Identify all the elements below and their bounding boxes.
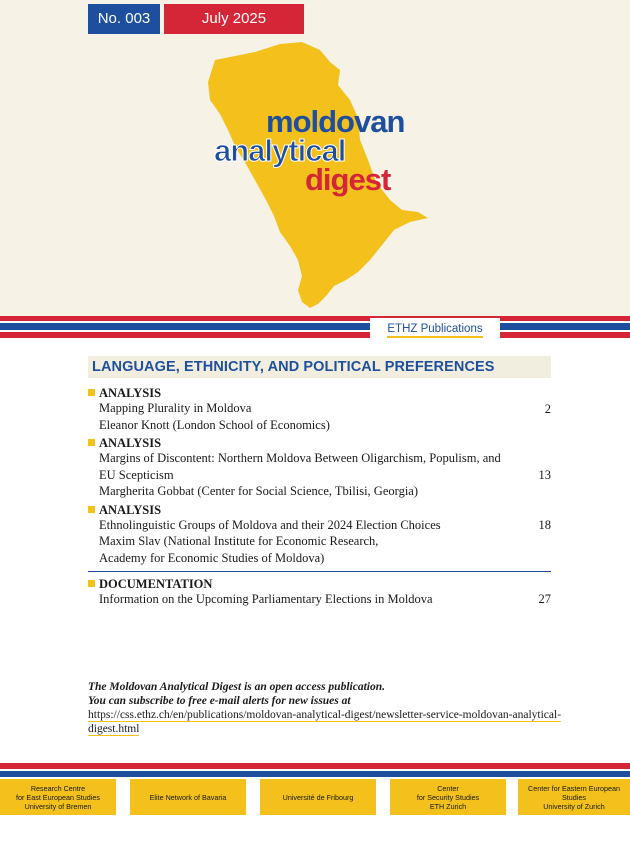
- subscription-link[interactable]: https://css.ethz.ch/en/publications/moldovan-analytical-digest/newsletter-service-moldovan-analytical-digest.html: [88, 709, 562, 735]
- toc-section-label: DOCUMENTATION: [99, 577, 213, 591]
- issue-title: LANGUAGE, ETHNICITY, AND POLITICAL PREFERENCES: [88, 356, 551, 378]
- toc-article-title[interactable]: Ethnolinguistic Groups of Moldova and their 2024 Election Choices: [99, 517, 441, 532]
- blue-stripe: [0, 771, 630, 777]
- logo-word-moldovan: moldovan: [266, 104, 405, 139]
- toc-section-label: ANALYSIS: [99, 436, 162, 450]
- toc-page-number: 27: [538, 592, 551, 606]
- toc-section: [88, 386, 551, 433]
- partner-bremen[interactable]: Research Centre for East European Studies University of Bremen: [0, 779, 116, 815]
- toc-article-title[interactable]: Margins of Discontent: Northern Moldova Between Oligarchism, Populism, and: [99, 451, 501, 465]
- bullet-square-icon: [88, 506, 95, 513]
- toc-author: Maxim Slav (National Institute for Economic Research,: [99, 534, 379, 548]
- issue-date-badge: July 2025: [164, 4, 304, 34]
- partner-eth-zurich[interactable]: Center for Security Studies ETH Zurich: [390, 779, 506, 815]
- toc-author: Eleanor Knott (London School of Economics): [99, 417, 330, 432]
- issue-number-badge: No. 003: [88, 4, 160, 34]
- bullet-square-icon: [88, 389, 95, 396]
- blue-stripe: [0, 323, 630, 330]
- cover-area: [0, 0, 630, 316]
- partner-fribourg[interactable]: Université de Fribourg: [260, 779, 376, 815]
- table-of-contents: [88, 386, 551, 611]
- toc-author: Margherita Gobbat (Center for Social Science, Tbilisi, Georgia): [99, 484, 419, 498]
- ethz-publications-label: ETHZ Publications: [387, 323, 482, 338]
- toc-section-label: ANALYSIS: [99, 386, 162, 400]
- open-access-note: [88, 680, 568, 736]
- toc-section-label: ANALYSIS: [99, 502, 162, 517]
- bullet-square-icon: [88, 439, 95, 446]
- toc-section: [88, 436, 551, 500]
- toc-section: [88, 503, 551, 567]
- note-line-1: The Moldovan Analytical Digest is an open access publication.: [88, 681, 385, 693]
- bullet-square-icon: [88, 580, 95, 587]
- toc-page-number: 18: [538, 517, 551, 532]
- toc-divider: [88, 571, 551, 572]
- toc-author-affiliation: Academy for Economic Studies of Moldova): [99, 550, 325, 565]
- partner-elite-network-bavaria[interactable]: Elite Network of Bavaria: [130, 779, 246, 815]
- toc-page-number: 13: [538, 468, 551, 482]
- note-line-2: You can subscribe to free e-mail alerts for new issues at: [88, 695, 351, 707]
- red-stripe: [0, 332, 630, 338]
- toc-section: [88, 577, 551, 608]
- logo-word-digest: digest: [305, 162, 391, 197]
- toc-article-title[interactable]: Mapping Plurality in Moldova: [99, 401, 252, 415]
- ethz-publications-link[interactable]: [370, 318, 500, 340]
- toc-article-title-cont[interactable]: EU Scepticism: [99, 467, 174, 482]
- partner-zurich[interactable]: Center for Eastern European Studies University of Zurich: [518, 779, 630, 815]
- toc-article-title[interactable]: Information on the Upcoming Parliamentary Elections in Moldova: [99, 592, 433, 606]
- partner-institutions: [0, 779, 630, 815]
- toc-page-number: 2: [544, 402, 551, 416]
- logo-word-analytical: analytical: [214, 133, 346, 168]
